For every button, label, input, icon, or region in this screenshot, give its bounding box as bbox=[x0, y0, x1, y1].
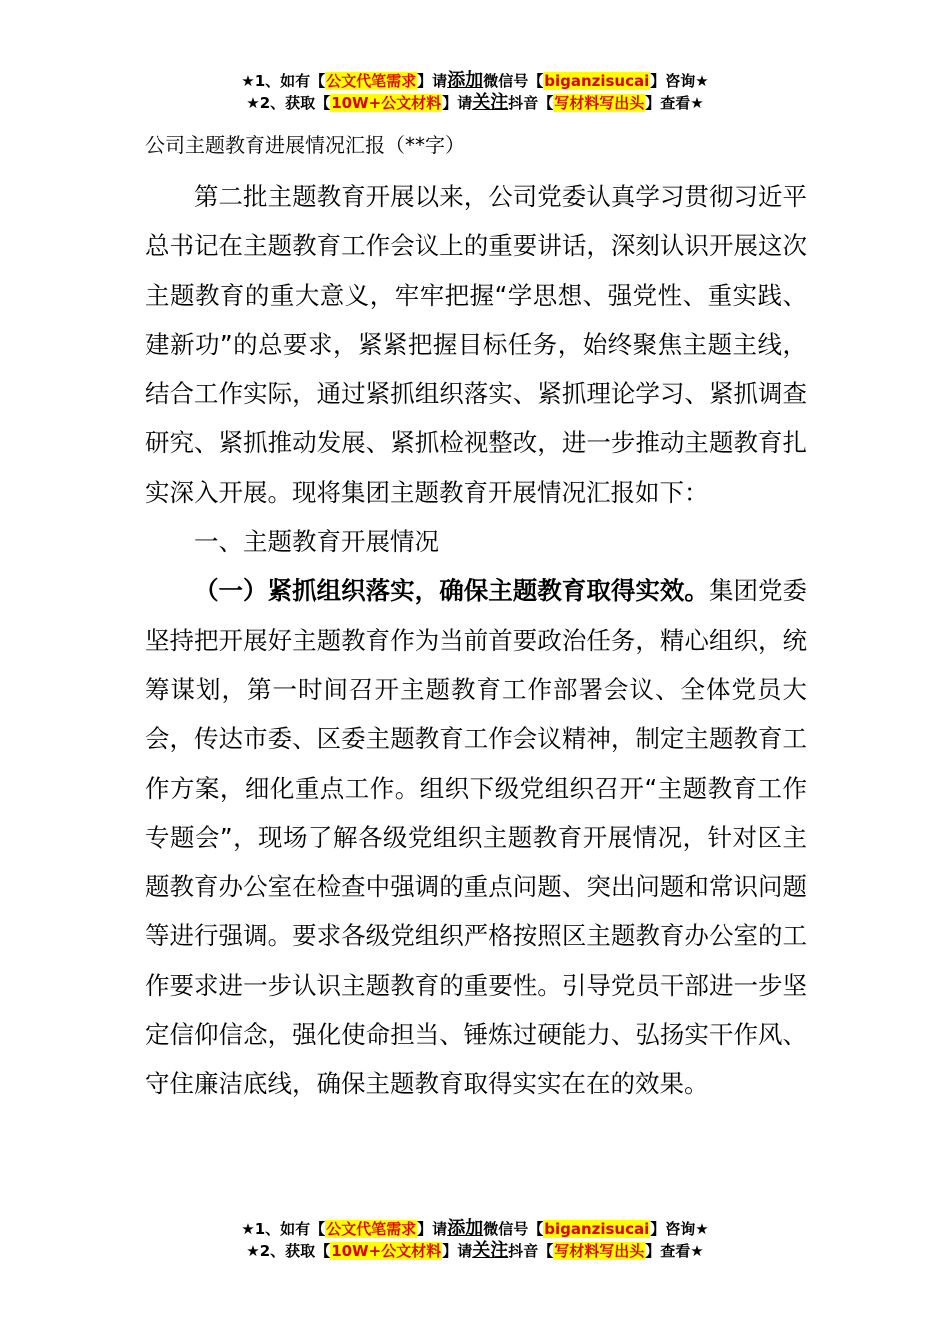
footer-highlight-materials: 10W+公文材料 bbox=[331, 1242, 442, 1260]
footer-line-2-mid2: 抖音【 bbox=[508, 1242, 554, 1260]
banner-underlined-follow: 关注 bbox=[472, 92, 509, 113]
banner-highlight-wechat-id: biganzisucai bbox=[544, 72, 650, 90]
section-1-heading: 一、主题教育开展情况 bbox=[194, 527, 439, 557]
subsection-1-body: 集团党委坚持把开展好主题教育作为当前首要政治任务，精心组织，统筹谋划，第一时间召开主题教育工作部署会议、全体党员大会，传达市委、区委主题教育工作会议精神，制定主题教育工作方案，细化重点工作。组织下级党组织召开“主题教育工作专题会”，现场了解各级党组织主题教育开展情况，针对区主题教育办公室在检查中强调的重点问题、突出问题和常识问题等进行强调。要求各级党组织严格按照区主题教育办公室的工作要求进一步认识主题教育的重要性。引导党员干部进一步坚定信仰信念，强化使命担当、锤炼过硬能力、弘扬实干作风、守住廉洁底线，确保主题教育取得实实在在的效果。 bbox=[145, 576, 807, 1099]
banner-line-1-suffix: 】咨询★ bbox=[650, 72, 709, 90]
footer-line-1-mid2: 微信号【 bbox=[483, 1220, 544, 1238]
subsection-1-heading: （一）紧抓组织落实，确保主题教育取得实效。 bbox=[194, 576, 709, 606]
footer-banner bbox=[0, 1218, 950, 1262]
banner-underlined-add: 添加 bbox=[447, 70, 484, 91]
banner-line-1 bbox=[0, 70, 950, 92]
banner-line-2-mid: 】请 bbox=[442, 94, 473, 112]
footer-underlined-add: 添加 bbox=[447, 1218, 484, 1239]
banner-line-2-prefix: ★2、获取【 bbox=[246, 94, 331, 112]
footer-line-1-prefix: ★1、如有【 bbox=[241, 1220, 326, 1238]
footer-highlight-service: 公文代笔需求 bbox=[326, 1220, 417, 1238]
document-title: 公司主题教育进展情况汇报（**字） bbox=[145, 133, 465, 157]
footer-highlight-douyin: 写材料写出头 bbox=[554, 1242, 645, 1260]
subsection-1-paragraph bbox=[145, 566, 807, 1108]
banner-line-1-prefix: ★1、如有【 bbox=[241, 72, 326, 90]
banner-line-2-suffix: 】查看★ bbox=[645, 94, 704, 112]
footer-line-1 bbox=[0, 1218, 950, 1240]
footer-line-2-suffix: 】查看★ bbox=[645, 1242, 704, 1260]
banner-line-1-mid2: 微信号【 bbox=[483, 72, 544, 90]
footer-line-2-prefix: ★2、获取【 bbox=[246, 1242, 331, 1260]
header-banner bbox=[0, 70, 950, 114]
intro-paragraph: 第二批主题教育开展以来，公司党委认真学习贯彻习近平总书记在主题教育工作会议上的重要讲话，深刻认识开展这次主题教育的重大意义，牢牢把握“学思想、强党性、重实践、建新功”的总要求，紧紧把握目标任务，始终聚焦主题主线，结合工作实际，通过紧抓组织落实、紧抓理论学习、紧抓调查研究、紧抓推动发展、紧抓检视整改，进一步推动主题教育扎实深入开展。现将集团主题教育开展情况汇报如下： bbox=[145, 182, 807, 507]
footer-underlined-follow: 关注 bbox=[472, 1240, 509, 1261]
banner-highlight-douyin: 写材料写出头 bbox=[554, 94, 645, 112]
footer-highlight-wechat-id: biganzisucai bbox=[544, 1220, 650, 1238]
footer-line-1-suffix: 】咨询★ bbox=[650, 1220, 709, 1238]
footer-line-2 bbox=[0, 1240, 950, 1262]
footer-line-1-mid: 】请 bbox=[417, 1220, 448, 1238]
banner-line-2 bbox=[0, 92, 950, 114]
banner-line-2-mid2: 抖音【 bbox=[508, 94, 554, 112]
banner-line-1-mid: 】请 bbox=[417, 72, 448, 90]
footer-line-2-mid: 】请 bbox=[442, 1242, 473, 1260]
banner-highlight-materials: 10W+公文材料 bbox=[331, 94, 442, 112]
banner-highlight-service: 公文代笔需求 bbox=[326, 72, 417, 90]
document-body bbox=[145, 124, 807, 1109]
